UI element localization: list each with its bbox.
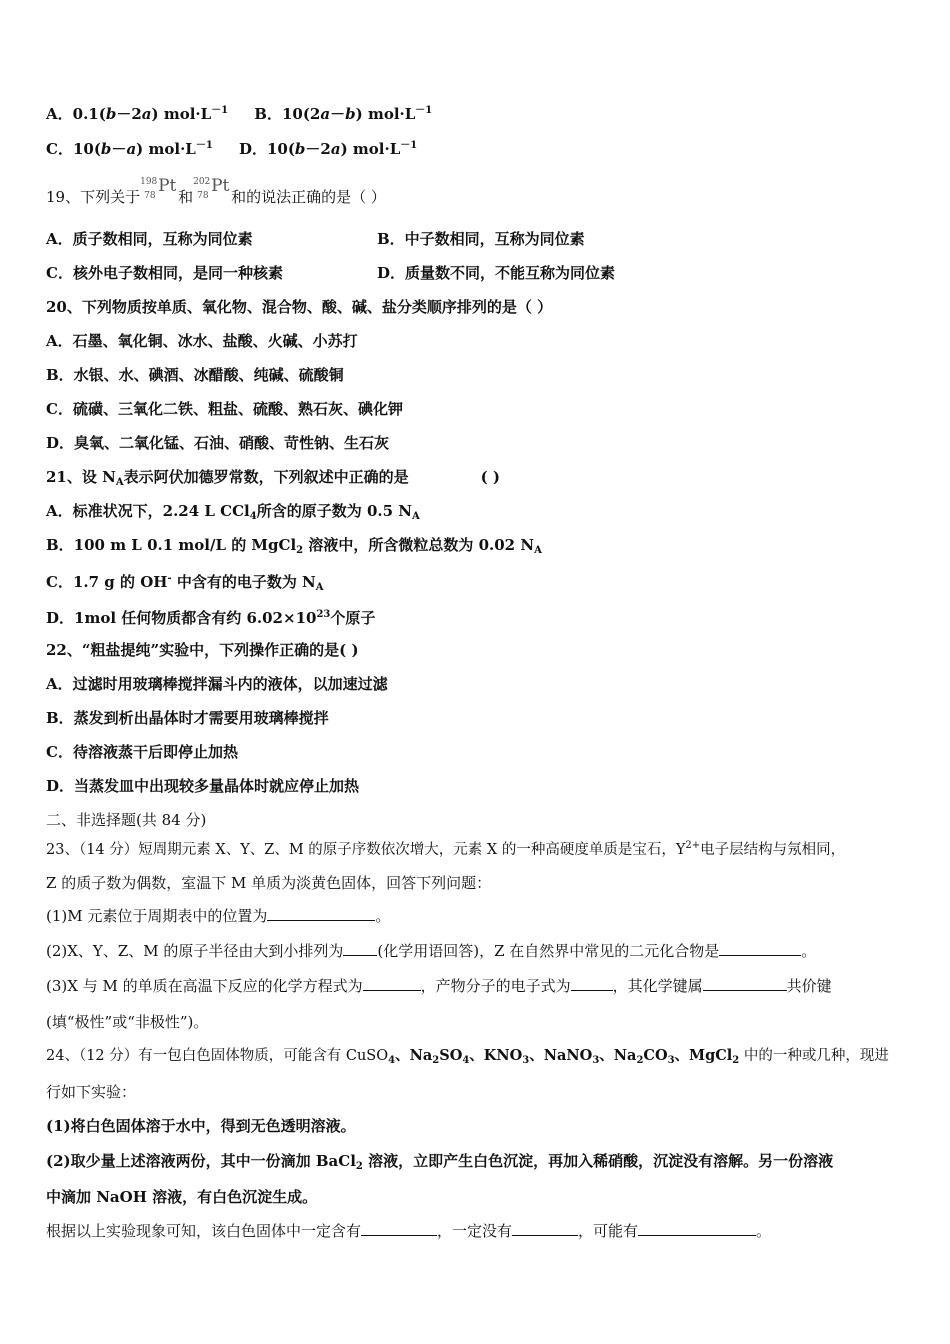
q18-option-b: B．10(2a－b) $mol\cdot L^{-1}$	[254, 105, 433, 123]
q19-option-a: A．质子数相同，互称为同位素	[46, 230, 253, 248]
q23-stem-line2: Z 的质子数为偶数，室温下 M 单质为淡黄色固体，回答下列问题：	[46, 874, 492, 892]
q24-blank-1[interactable]	[361, 1221, 437, 1236]
q19-option-c: C．核外电子数相同，是同一种核素	[46, 264, 283, 282]
q23-part2: (2)X、Y、Z、M 的原子半径由大到小排列为 (化学用语回答)，Z 在自然界中常见的二元化合物是 。	[46, 942, 817, 960]
q19-option-d: D．质量数不同，不能互称为同位素	[377, 264, 616, 282]
q18-option-d: D．10(b－2a) $mol\cdot L^{-1}$	[238, 140, 418, 158]
q22-option-b: B．蒸发到析出晶体时才需要用玻璃棒搅拌	[46, 709, 329, 727]
q23-part3: (3)X 与 M 的单质在高温下反应的化学方程式为 ，产物分子的电子式为 ，其化学键属 共价键	[46, 977, 832, 995]
q18-options-ab	[46, 101, 432, 124]
q24-step-1: (1)将白色固体溶于水中，得到无色透明溶液。	[46, 1117, 356, 1135]
q23-blank-3[interactable]	[719, 941, 801, 956]
q19-option-b: B．中子数相同，互称为同位素	[377, 230, 585, 248]
q24-stem-line1: 24、（12 分）有一包白色固体物质，可能含有 CuSO$_4$、$Na_2SO_4$、$KNO_3$、NaNO$_3$、$Na_2CO_3$、MgCl$_2$ 中的一种或几种，现进	[46, 1047, 889, 1066]
q22-option-d: D．当蒸发皿中出现较多量晶体时就应停止加热	[46, 777, 360, 795]
q23-part1: (1)M 元素位于周期表中的位置为 。	[46, 907, 391, 925]
q21-option-c: C．1.7 g 的 OH- 中含有的电子数为 $N_A$	[46, 573, 324, 593]
q23-blank-4[interactable]	[363, 976, 421, 991]
q24-blank-3[interactable]	[638, 1221, 756, 1236]
q24-conclusion: 根据以上实验现象可知，该白色固体中一定含有 ，一定没有 ，可能有 。	[46, 1222, 772, 1240]
q23-stem-line1: 23、（14 分）短周期元素 X、Y、Z、M 的原子序数依次增大，元素 X 的一种高硬度单质是宝石，$Y^{2+}$电子层结构与氖相同，	[46, 840, 846, 858]
q24-stem-line2: 行如下实验：	[46, 1083, 137, 1101]
q23-blank-2[interactable]	[343, 941, 377, 956]
q20-stem: 20、下列物质按单质、氧化物、混合物、酸、碱、盐分类顺序排列的是（ ）	[46, 298, 553, 316]
q21-option-b: B．100 m L 0.1 mol/L 的 MgCl$_2$ 溶液中，所含微粒总数为 0.02 $N_A$	[46, 536, 542, 556]
q18-option-c: C．10(b－a) $mol\cdot L^{-1}$	[46, 140, 213, 158]
q24-step-2: (2)取少量上述溶液两份，其中一份滴加 BaCl$_2$ 溶液，立即产生白色沉淀，再加入稀硝酸，沉淀没有溶解。另一份溶液	[46, 1152, 834, 1172]
q21-stem: 21、设 $N_A$表示阿伏加德罗常数，下列叙述中正确的是 ( )	[46, 468, 501, 488]
q21-option-a: A．标准状况下，2.24 L CCl$_4$所含的原子数为 0.5 $N_A$	[46, 502, 420, 522]
q20-option-b: B．水银、水、碘酒、冰醋酸、纯碱、硫酸铜	[46, 366, 344, 384]
q23-blank-6[interactable]	[703, 976, 787, 991]
q22-option-a: A．过滤时用玻璃棒搅拌漏斗内的液体，以加速过滤	[46, 675, 388, 693]
q21-option-d: D．1mol 任何物质都含有约 $6.02\times 10^{23}$个原子	[46, 609, 376, 627]
q18-options-cd	[46, 136, 417, 159]
q20-option-a: A．石墨、氧化铜、冰水、盐酸、火碱、小苏打	[46, 332, 358, 350]
q23-blank-1[interactable]	[267, 906, 375, 921]
section-title: 二、非选择题(共 84 分)	[46, 811, 207, 829]
q24-step-2-line2: 中滴加 NaOH 溶液，有白色沉淀生成。	[46, 1188, 318, 1206]
q18-option-a: A．0.1(b－2a) $mol\cdot L^{-1}$	[46, 105, 229, 123]
q20-option-c: C．硫磺、三氧化二铁、粗盐、硫酸、熟石灰、碘化钾	[46, 400, 403, 418]
q22-option-c: C．待溶液蒸干后即停止加热	[46, 743, 238, 761]
q22-stem: 22、“粗盐提纯”实验中，下列操作正确的是( )	[46, 641, 359, 659]
q23-blank-5[interactable]	[571, 976, 613, 991]
pt-198-nuclide: 198 78 Pt	[140, 176, 177, 201]
q20-option-d: D．臭氧、二氧化锰、石油、硝酸、苛性钠、生石灰	[46, 434, 390, 452]
q19-stem: 19、下列关于 198 78 Pt 和 202 78 Pt 和的说法正确的是（ ）	[46, 176, 386, 206]
q23-part3-line2: (填“极性”或“非极性”)。	[46, 1013, 209, 1031]
pt-202-nuclide: 202 78 Pt	[193, 176, 230, 201]
q24-blank-2[interactable]	[512, 1221, 578, 1236]
